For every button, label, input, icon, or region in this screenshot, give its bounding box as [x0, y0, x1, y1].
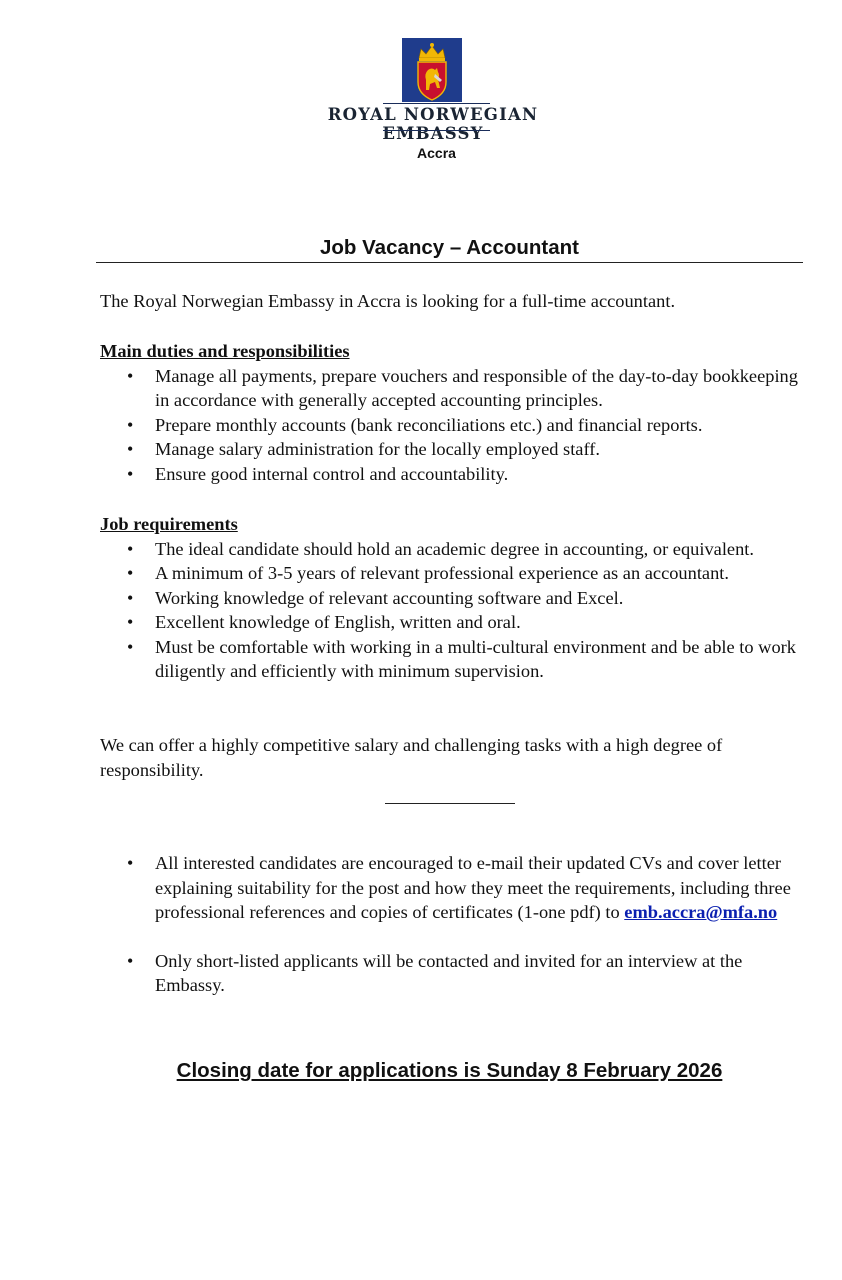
duties-list	[100, 364, 810, 487]
list-item: • Must be comfortable with working in a multi-cultural environment and be able to work diligently and efficiently with minimum supervision.	[100, 635, 810, 684]
duties-heading: Main duties and responsibilities	[100, 341, 350, 361]
list-item	[100, 851, 810, 925]
list-item: • Manage salary administration for the locally employed staff.	[100, 437, 810, 462]
requirements-section	[100, 512, 810, 684]
section-divider	[385, 803, 515, 804]
list-item: • Working knowledge of relevant accounting software and Excel.	[100, 586, 810, 611]
header-divider-bottom	[383, 130, 490, 131]
requirements-list	[100, 537, 810, 684]
list-item: • Manage all payments, prepare vouchers and responsible of the day-to-day bookkeeping in accordance with generally accepted accounting principles.	[100, 364, 810, 413]
closing-date: Closing date for applications is Sunday 8 February 2026	[176, 1059, 723, 1082]
list-item: • The ideal candidate should hold an academic degree in accounting, or equivalent.	[100, 537, 810, 562]
page-title: Job Vacancy – Accountant	[320, 236, 579, 259]
email-link[interactable]: emb.accra@mfa.no	[624, 902, 778, 922]
list-item: • Excellent knowledge of English, written and oral.	[100, 610, 810, 635]
list-item: • A minimum of 3-5 years of relevant professional experience as an accountant.	[100, 561, 810, 586]
application-section	[100, 851, 810, 998]
requirements-heading: Job requirements	[100, 514, 238, 534]
list-item: • Only short-listed applicants will be contacted and invited for an interview at the Embassy.	[100, 949, 810, 998]
application-instructions: All interested candidates are encouraged to e-mail their updated CVs and cover letter explaining suitability for the post and how they meet the requirements, including three professional references and copies of certificates (1-one pdf) to	[155, 853, 791, 922]
offer-paragraph: We can offer a highly competitive salary and challenging tasks with a high degree of responsibility.	[100, 735, 723, 780]
list-item: • Ensure good internal control and accountability.	[100, 462, 810, 487]
title-divider	[96, 262, 803, 263]
intro-paragraph: The Royal Norwegian Embassy in Accra is looking for a full-time accountant.	[100, 291, 676, 311]
header-divider-top	[383, 103, 490, 104]
list-item: • Prepare monthly accounts (bank reconciliations etc.) and financial reports.	[100, 413, 810, 438]
norwegian-coat-of-arms-icon	[402, 38, 462, 112]
embassy-city: Accra	[417, 145, 456, 161]
organization-name: ROYAL NORWEGIAN EMBASSY	[327, 105, 539, 143]
duties-section	[100, 339, 810, 486]
application-list	[100, 851, 810, 998]
